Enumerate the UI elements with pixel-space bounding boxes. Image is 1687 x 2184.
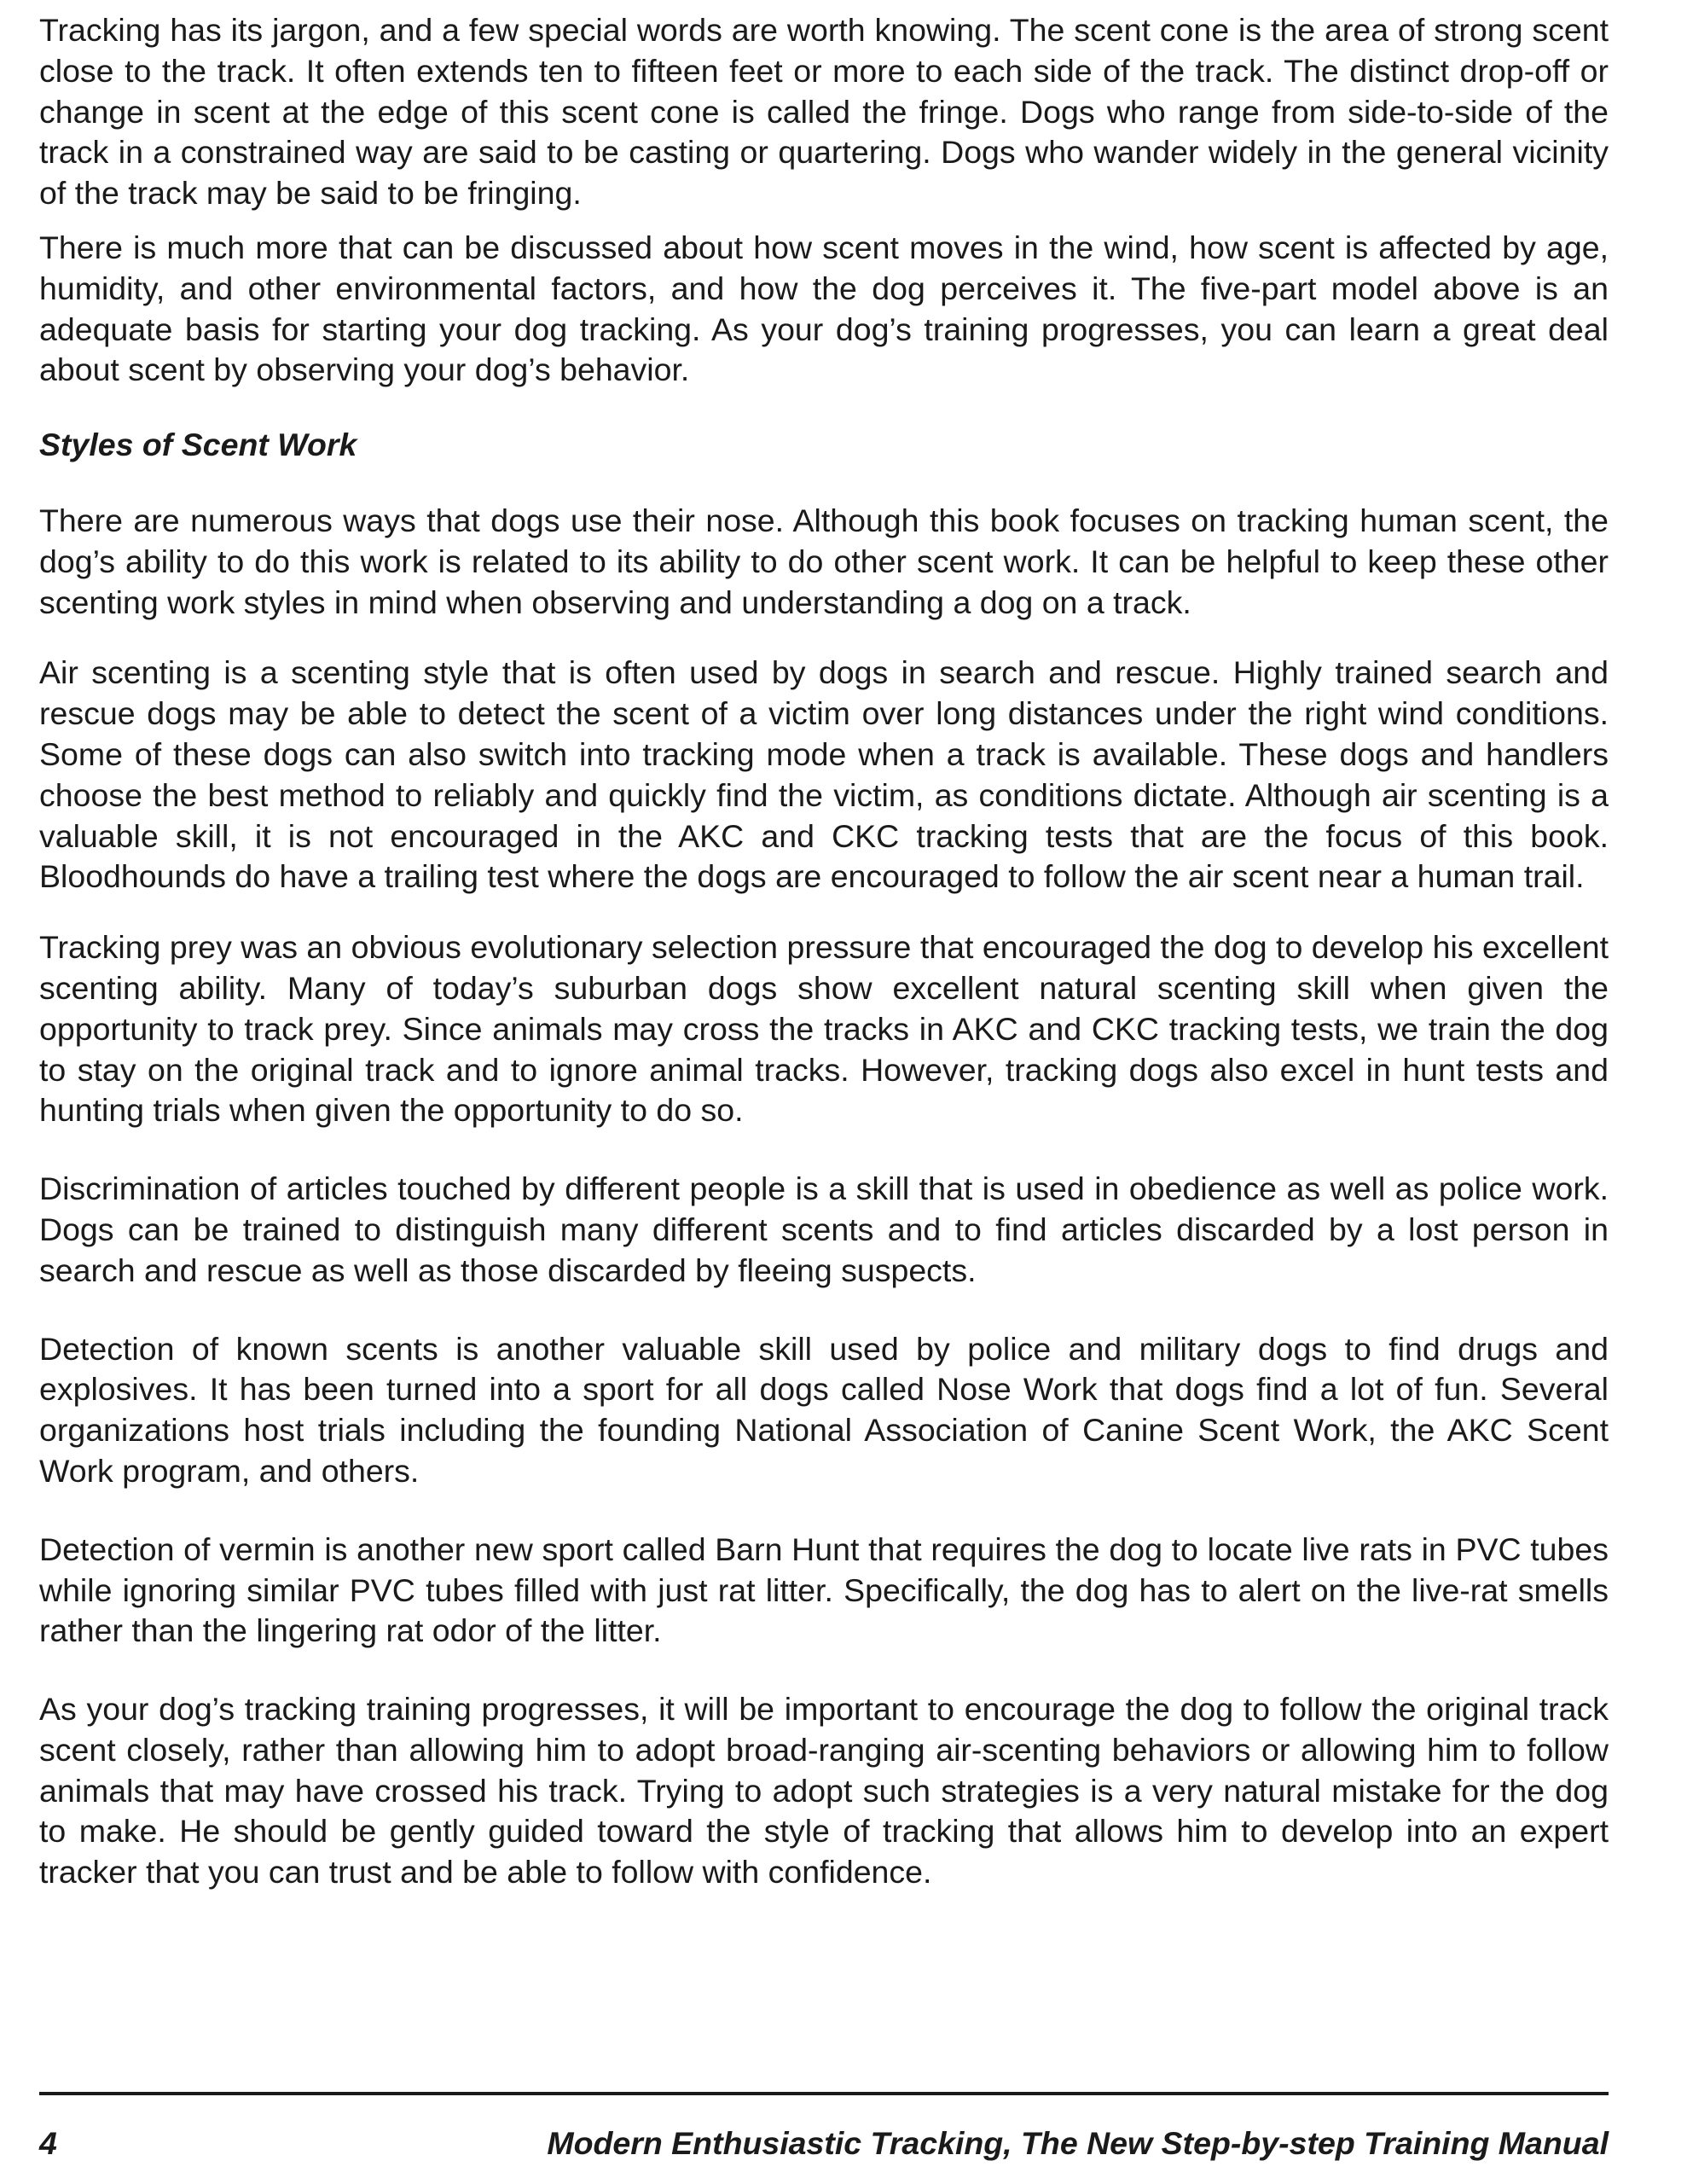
section-heading: Styles of Scent Work bbox=[39, 427, 357, 463]
paragraph-detection-vermin: Detection of vermin is another new sport called Barn Hunt that requires the dog to locate live rats in PVC tubes while ignoring similar PVC tubes filled with just rat litter. Specifically, the dog has to alert on the live-rat smells rather than the lingering rat odor of the litter. bbox=[39, 1531, 1609, 1649]
book-title: Modern Enthusiastic Tracking, The New Step-by-step Training Manual bbox=[547, 2125, 1609, 2161]
page-number: 4 bbox=[39, 2125, 57, 2161]
paragraph-tracking-jargon: Tracking has its jargon, and a few special words are worth knowing. The scent cone is the area of strong scent close to the track. It often extends ten to fifteen feet or more to each side of the track. The distinct drop-off or change in scent at the edge of this scent cone is called the fringe. Dogs who range from side-to-side of the track in a constrained way are said to be casting or quartering. Dogs who wander widely in the general vicinity of the track may be said to be fringing. bbox=[39, 12, 1609, 212]
paragraph-discrimination: Discrimination of articles touched by different people is a skill that is used in obedience as well as police work. Dogs can be trained to distinguish many different scents and to find articles discarded by a lost person in search and rescue as well as those discarded by fleeing suspects. bbox=[39, 1170, 1609, 1288]
footer-rule bbox=[39, 2092, 1609, 2095]
paragraph-numerous-ways: There are numerous ways that dogs use their nose. Although this book focuses on tracking human scent, the dog’s ability to do this work is related to its ability to do other scent work. It can be helpful to keep these other scenting work styles in mind when observing and understanding a dog on a track. bbox=[39, 502, 1609, 620]
paragraph-training-progress: As your dog’s tracking training progresses, it will be important to encourage the dog to follow the original track scent closely, rather than allowing him to adopt broad-ranging air-scenting behaviors or allowing him to follow animals that may have crossed his track. Trying to adopt such strategies is a very natural mistake for the dog to make. He should be gently guided toward the style of tracking that allows him to develop into an expert tracker that you can trust and be able to follow with confidence. bbox=[39, 1691, 1609, 1891]
paragraph-detection-known: Detection of known scents is another valuable skill used by police and military dogs to find drugs and explosives. It has been turned into a sport for all dogs called Nose Work that dogs find a lot of fun. Several organizations host trials including the founding National Association of Canine Scent Work, the AKC Scent Work program, and others. bbox=[39, 1330, 1609, 1489]
paragraph-air-scenting: Air scenting is a scenting style that is often used by dogs in search and rescue. Highly trained search and rescue dogs may be able to detect the scent of a victim over long distances under the right wind conditions. Some of these dogs can also switch into tracking mode when a track is available. These dogs and handlers choose the best method to reliably and quickly find the victim, as conditions dictate. Although air scenting is a valuable skill, it is not encouraged in the AKC and CKC tracking tests that are the focus of this book. Bloodhounds do have a trailing test where the dogs are encouraged to follow the air scent near a human trail. bbox=[39, 654, 1609, 895]
paragraph-scent-discussion: There is much more that can be discussed about how scent moves in the wind, how scent is affected by age, humidity, and other environmental factors, and how the dog perceives it. The five-part model above is an adequate basis for starting your dog tracking. As your dog’s training progresses, you can learn a great deal about scent by observing your dog’s behavior. bbox=[39, 229, 1609, 388]
page-body bbox=[39, 10, 1609, 1893]
paragraph-tracking-prey: Tracking prey was an obvious evolutionary selection pressure that encouraged the dog to develop his excellent scenting ability. Many of today’s suburban dogs show excellent natural scenting skill when given the opportunity to track prey. Since animals may cross the tracks in AKC and CKC tracking tests, we train the dog to stay on the original track and to ignore animal tracks. However, tracking dogs also excel in hunt tests and hunting trials when given the opportunity to do so. bbox=[39, 929, 1609, 1129]
